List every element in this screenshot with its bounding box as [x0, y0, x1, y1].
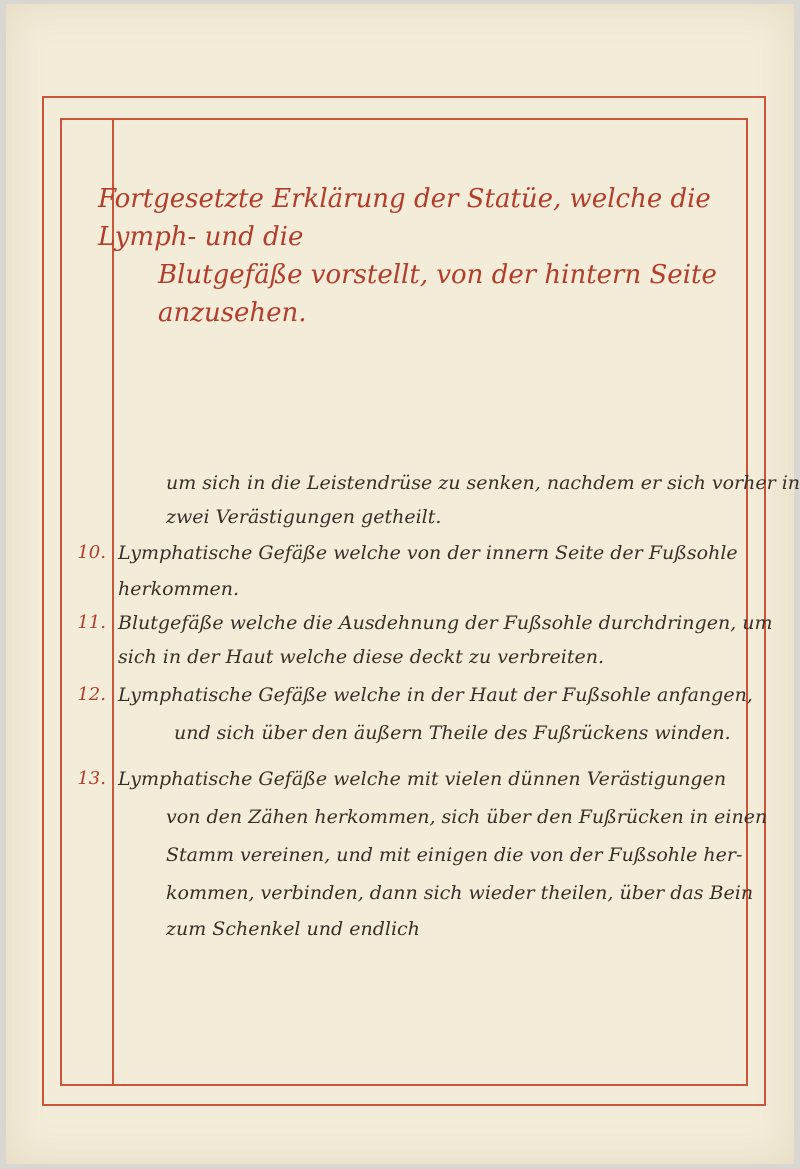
page-title	[98, 180, 718, 332]
continuation-line: zwei Verästigungen getheilt.	[166, 506, 442, 528]
entry-line: und sich über den äußern Theile des Fußrückens winden.	[174, 722, 731, 744]
entry-line: Lymphatische Gefäße welche mit vielen dünnen Verästigungen	[118, 768, 727, 790]
entry-number: 12.	[77, 684, 106, 705]
entry-line: Stamm vereinen, und mit einigen die von der Fußsohle her-	[166, 844, 743, 866]
title-line-2: Blutgefäße vorstellt, von der hintern Seite anzusehen.	[158, 260, 717, 328]
entry-line: sich in der Haut welche diese deckt zu verbreiten.	[118, 646, 605, 668]
entry-line: Lymphatische Gefäße welche in der Haut der Fußsohle anfangen,	[118, 684, 753, 706]
entry-line: zum Schenkel und endlich	[166, 918, 420, 940]
entry-line: Blutgefäße welche die Ausdehnung der Fußsohle durchdringen, um	[118, 612, 773, 634]
manuscript-page	[6, 4, 800, 1164]
entry-number: 13.	[77, 768, 106, 789]
entry-number: 10.	[77, 542, 106, 563]
entry-line: von den Zähen herkommen, sich über den Fußrücken in einen	[166, 806, 768, 828]
title-line-1: Fortgesetzte Erklärung der Statüe, welche die Lymph- und die	[98, 184, 711, 252]
entry-line: herkommen.	[118, 578, 240, 600]
entry-line: Lymphatische Gefäße welche von der innern Seite der Fußsohle	[118, 542, 738, 564]
entry-line: kommen, verbinden, dann sich wieder theilen, über das Bein	[166, 882, 754, 904]
entry-number: 11.	[77, 612, 106, 633]
continuation-line: um sich in die Leistendrüse zu senken, nachdem er sich vorher in	[166, 472, 800, 494]
